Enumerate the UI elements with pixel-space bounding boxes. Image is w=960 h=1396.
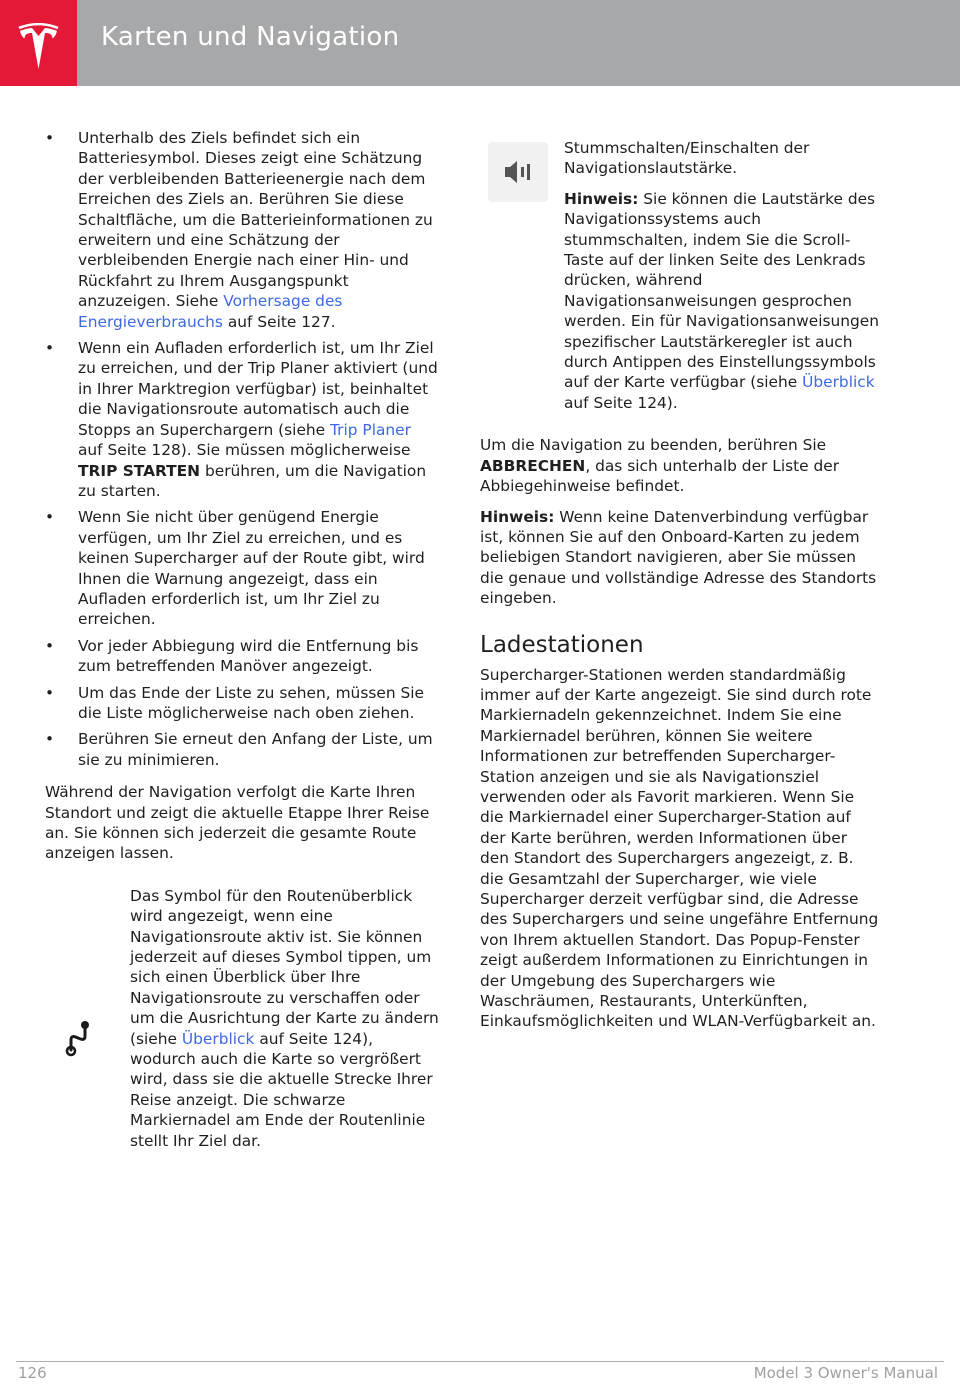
route-overview-icon bbox=[63, 1018, 99, 1063]
page-number: 126 bbox=[18, 1364, 47, 1382]
bullet-icon: • bbox=[45, 339, 55, 358]
bullet-icon: • bbox=[45, 129, 55, 147]
volume-description: Stummschalten/Einschalten der Navigationslautstärke. bbox=[564, 139, 810, 178]
data-connection-note: Hinweis: Wenn keine Datenverbindung verfügbar ist, können Sie auf den Onboard-Karten zu jedem beliebigen Standort navigieren, aber Sie müssen die genaue und vollständige Adresse des Standorts eingeben. bbox=[480, 507, 877, 608]
speaker-volume-icon bbox=[488, 142, 548, 207]
link-energy-prediction[interactable]: Vorhersage des Energieverbrauchs bbox=[78, 292, 343, 331]
abbrechen-label: ABBRECHEN bbox=[480, 456, 586, 475]
list-item: • Unterhalb des Ziels befindet sich ein Batteriesymbol. Dieses zeigt eine Schätzung der verbleibenden Batterieenergie nach dem Erreichen des Ziels an. Berühren Sie diese Schaltfläche, um die Batterieinformationen zu erweitern und eine Schätzung der verbleibenden Energie nach einer Hin- und Rückfahrt zu Ihrem Ausgangspunkt anzuzeigen. Siehe Vorhersage des Energieverbrauchs auf Seite 127. bbox=[45, 129, 433, 331]
tesla-logo-icon bbox=[0, 0, 77, 86]
list-item: • Vor jeder Abbiegung wird die Entfernung bis zum betreffenden Manöver angezeigt. bbox=[45, 636, 419, 676]
navigation-paragraph: Während der Navigation verfolgt die Karte Ihren Standort und zeigt die aktuelle Etappe Ihrer Reise an. Sie können sich jederzeit die gesamte Route anzeigen lassen. bbox=[45, 783, 430, 863]
route-overview-text: Das Symbol für den Routenüberblick wird angezeigt, wenn eine Navigationsroute aktiv ist. Sie können jederzeit auf dieses Symbol tippen, um sich einen Überblick über Ihre Navigationsroute zu verschaffen oder um die Ausrichtung der Karte zu ändern (siehe Überblick auf Seite 124), wodurch auch die Karte so vergrößert wird, dass sie die aktuelle Strecke Ihrer Reise anzeigt. Die schwarze Markiernadel am Ende der Routenlinie stellt Ihr Ziel dar. bbox=[130, 886, 439, 1150]
volume-block bbox=[480, 138, 880, 413]
page-header bbox=[0, 0, 960, 86]
manual-title: Model 3 Owner's Manual bbox=[753, 1364, 938, 1382]
link-overview[interactable]: Überblick bbox=[181, 1029, 255, 1048]
list-item: • Berühren Sie erneut den Anfang der Liste, um sie zu minimieren. bbox=[45, 730, 433, 769]
page-title: Karten und Navigation bbox=[101, 22, 400, 52]
list-item: • Wenn Sie nicht über genügend Energie verfügen, um Ihr Ziel zu erreichen, und es keinen Supercharger auf der Route gibt, wird Ihnen die Warnung angezeigt, dass ein Aufladen erforderlich ist, um Ihr Ziel zu erreichen. bbox=[45, 508, 425, 629]
note-label: Hinweis: bbox=[564, 189, 639, 208]
charging-stations-text: Supercharger-Stationen werden standardmäßig immer auf der Karte angezeigt. Sie sind durch rote Markiernadeln gekennzeichnet. Indem Sie eine Markiernadel berühren, können Sie weitere Informationen zur betreffenden Supercharger-Station anzeigen und sie als Navigationsziel verwenden oder als Favorit markieren. Wenn Sie die Markiernadel einer Supercharger-Station auf der Karte berühren, werden Informationen über den Standort des Superchargers angezeigt, z. B. die Gesamtzahl der Supercharger, wie viele Supercharger derzeit verfügbar sind, die Adresse des Superchargers und seine ungefähre Entfernung von Ihrem aktuellen Standort. Das Popup-Fenster zeigt außerdem Informationen zu Einrichtungen in der Umgebung des Superchargers wie Waschräumen, Restaurants, Unterkünften, Einkaufsmöglichkeiten und WLAN-Verfügbarkeit an. bbox=[480, 665, 879, 1031]
list-item: • Um das Ende der Liste zu sehen, müssen Sie die Liste möglicherweise nach oben ziehen. bbox=[45, 683, 424, 722]
left-column bbox=[45, 128, 440, 1161]
note-label: Hinweis: bbox=[480, 507, 555, 526]
bullet-icon: • bbox=[45, 730, 55, 749]
section-heading-charging-stations: Ladestationen bbox=[480, 631, 644, 658]
end-navigation-paragraph: Um die Navigation zu beenden, berühren Sie ABBRECHEN, das sich unterhalb der Liste der Abbiegehinweise befindet. bbox=[480, 436, 840, 496]
bullet-icon: • bbox=[45, 508, 55, 527]
trip-starten-label: TRIP STARTEN bbox=[78, 461, 201, 480]
bullet-icon: • bbox=[45, 636, 55, 655]
route-overview-block bbox=[45, 886, 440, 1151]
volume-note: Hinweis: Sie können die Lautstärke des Navigationssystems auch stummschalten, indem Sie die Scroll-Taste auf der linken Seite des Lenkrads drücken, während Navigationsanweisungen gesprochen werden. Ein für Navigationsanweisungen spezifischer Lautstärkeregler ist auch durch Antippen des Einstellungssymbols auf der Karte verfügbar (siehe Überblick auf Seite 124). bbox=[564, 189, 879, 412]
bullet-list bbox=[45, 128, 440, 770]
link-overview[interactable]: Überblick bbox=[802, 373, 875, 392]
right-column bbox=[480, 128, 880, 1042]
bullet-icon: • bbox=[45, 683, 55, 702]
link-trip-planner[interactable]: Trip Planer bbox=[330, 420, 411, 439]
footer-divider bbox=[16, 1361, 944, 1362]
list-item: • Wenn ein Aufladen erforderlich ist, um Ihr Ziel zu erreichen, und der Trip Planer aktiviert (und in Ihrer Marktregion verfügbar) ist, beinhaltet die Navigationsroute automatisch auch die Stopps an Superchargern (siehe Trip Planer auf Seite 128). Sie müssen möglicherweise TRIP STARTEN berühren, um die Navigation zu starten. bbox=[45, 339, 438, 500]
